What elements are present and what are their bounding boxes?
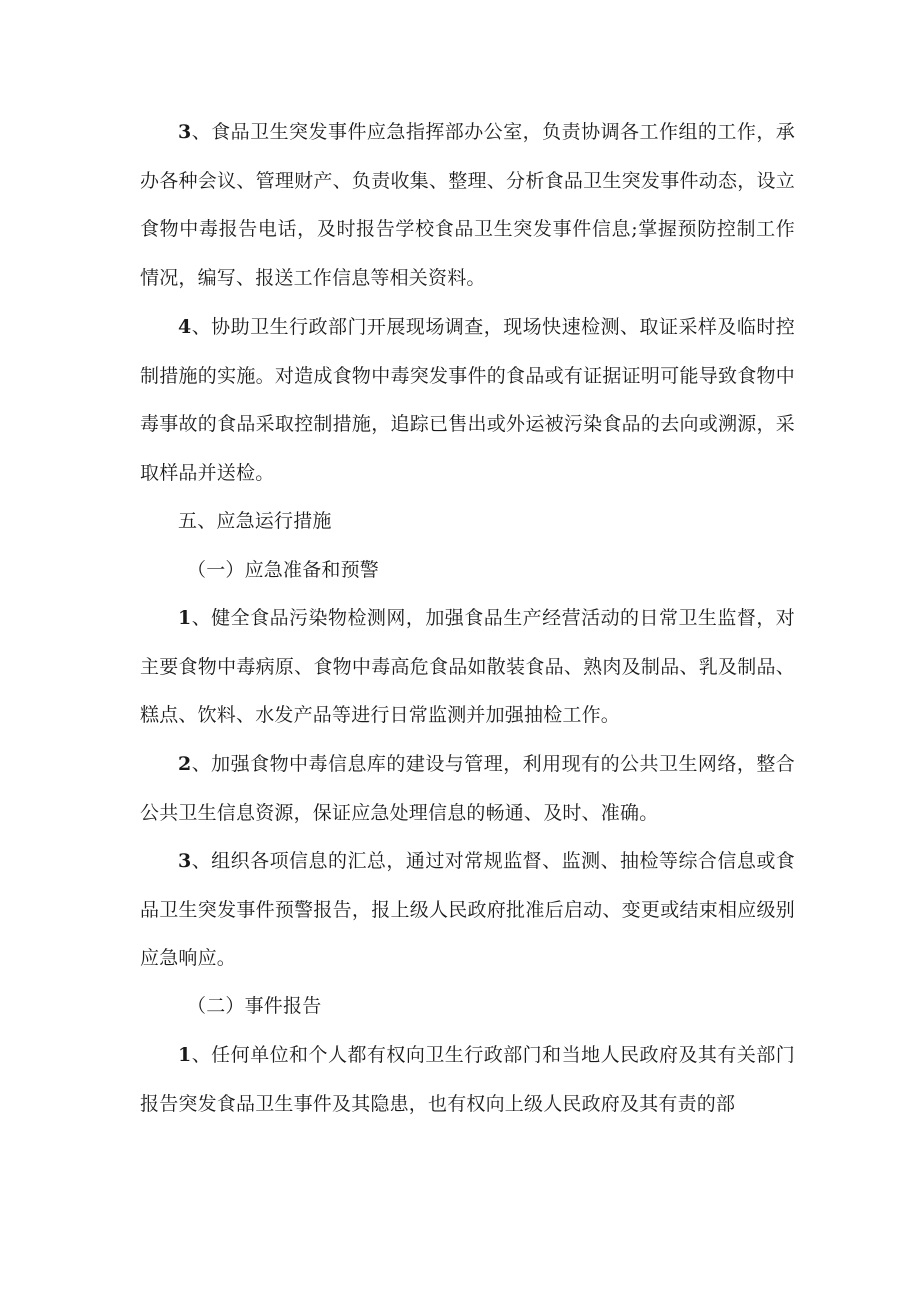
item-number: 4 — [178, 316, 192, 338]
item-number: 3 — [178, 121, 192, 143]
paragraph-text: 、食品卫生突发事件应急指挥部办公室，负责协调各工作组的工作，承办各种会议、管理财产、负责收集、整理、分析食品卫生突发事件动态，设立食物中毒报告电话，及时报告学校食品卫生突发事件信息;掌握预防控制工作情况，编写、报送工作信息等相关资料。 — [140, 121, 795, 289]
paragraph-sub1-item-1 — [140, 594, 795, 740]
item-number: 1 — [178, 1044, 192, 1066]
paragraph-sub1-item-3 — [140, 837, 795, 983]
subsection-heading-2: （二）事件报告 — [187, 995, 322, 1017]
paragraph-item-4 — [140, 303, 795, 497]
paragraph-text: 、任何单位和个人都有权向卫生行政部门和当地人民政府及其有关部门报告突发食品卫生事件及其隐患，也有权向上级人民政府及其有责的部 — [140, 1044, 795, 1115]
item-number: 1 — [178, 607, 192, 629]
section-heading-5: 五、应急运行措施 — [178, 510, 332, 532]
paragraph-item-3 — [140, 108, 795, 302]
paragraph-text: 、协助卫生行政部门开展现场调查，现场快速检测、取证采样及临时控制措施的实施。对造成食物中毒突发事件的食品或有证据证明可能导致食物中毒事故的食品采取控制措施，追踪已售出或外运被污染食品的去向或溯源，采取样品并送检。 — [140, 316, 795, 484]
paragraph-text: 、组织各项信息的汇总，通过对常规监督、监测、抽检等综合信息或食品卫生突发事件预警报告，报上级人民政府批准后启动、变更或结束相应级别应急响应。 — [140, 850, 795, 969]
paragraph-sub2-item-1 — [140, 1031, 795, 1128]
paragraph-text: 、健全食品污染物检测网，加强食品生产经营活动的日常卫生监督，对主要食物中毒病原、食物中毒高危食品如散装食品、熟肉及制品、乳及制品、糕点、饮料、水发产品等进行日常监测并加强抽检工作。 — [140, 607, 795, 726]
paragraph-text: 、加强食物中毒信息库的建设与管理，利用现有的公共卫生网络，整合公共卫生信息资源，保证应急处理信息的畅通、及时、准确。 — [140, 753, 795, 824]
item-number: 2 — [178, 753, 192, 775]
subsection-heading-1: （一）应急准备和预警 — [187, 559, 380, 581]
paragraph-sub1-item-2 — [140, 740, 795, 837]
item-number: 3 — [178, 850, 192, 872]
